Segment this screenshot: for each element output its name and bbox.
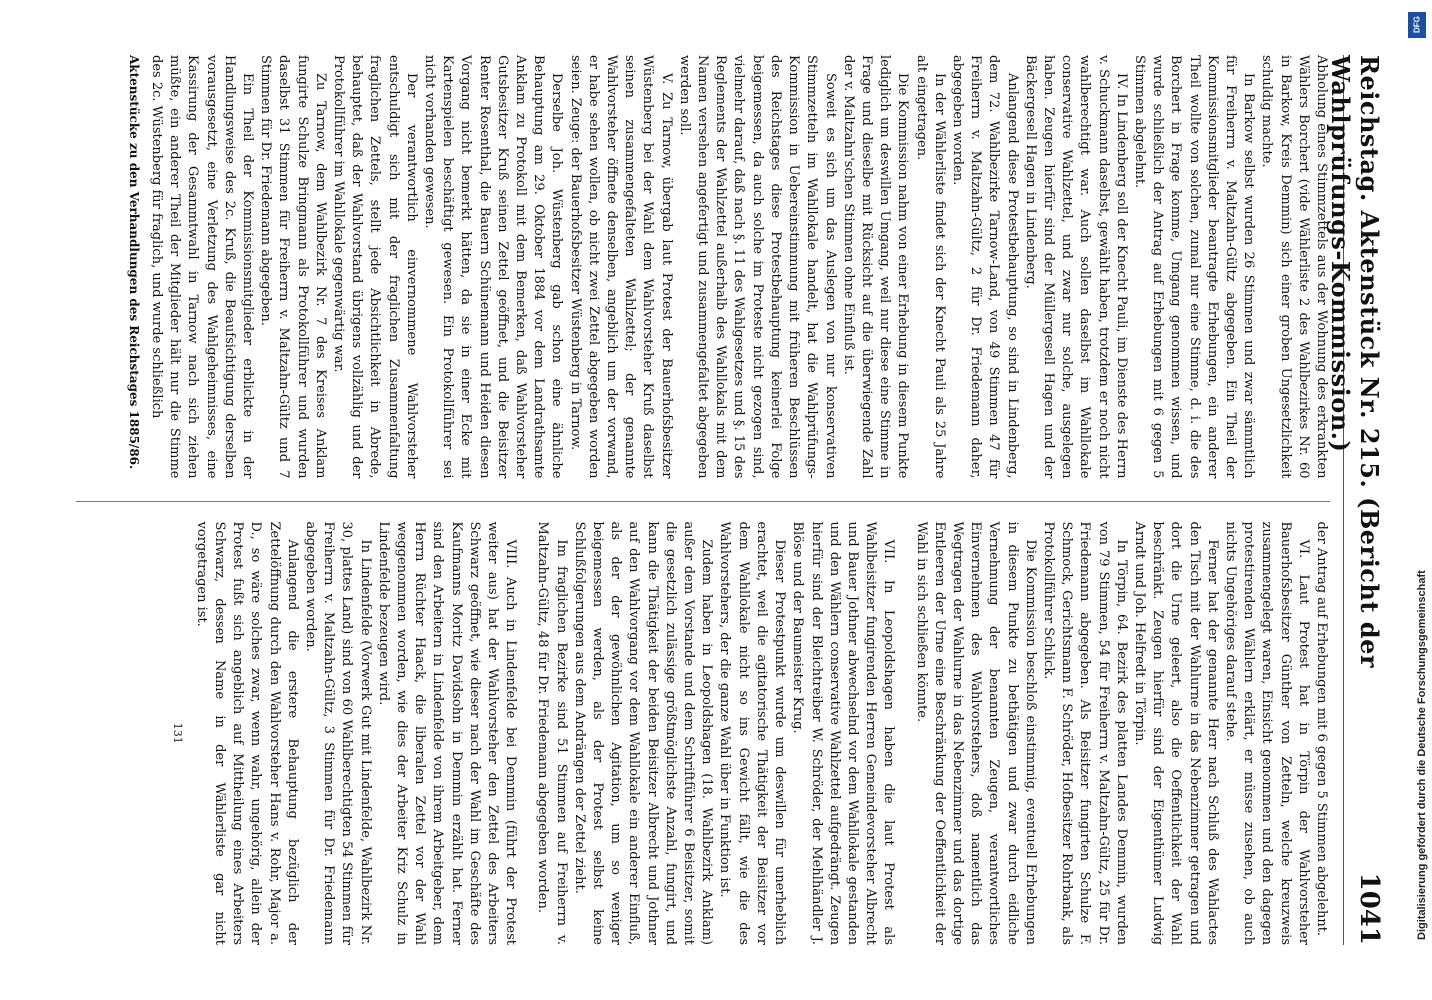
- paragraph: V. Zu Tarnow, übergab laut Protest der Bauerhofsbesitzer Wüstenberg bei der Wahl dem Wahlvorsteher Kruß daselbst seinen zusammengefalteten Wahlzettel; der genannte Wahlvorsteher öffnete denselben, angeblich um der vorwand, er habe sehen wollen, ob nicht zwei Zettel abgegeben worden seien. Zeuge: der Bauerhofsbesitzer Wüstenberg in Tarnow.: [567, 55, 674, 479]
- page-title: Reichstag. Aktenstück Nr. 215. (Bericht der Wahlprüfungs-Kommission.): [1326, 55, 1384, 669]
- paragraph: Im fraglichen Bezirke sind 51 Stimmen auf Freiherrn v. Maltzahn-Gültz, 48 für Dr. Friedemann abgegeben worden.: [535, 521, 569, 945]
- paragraph: In Törpin, 64. Bezirk des platten Landes Demmin, wurden von 79 Stimmen, 54 für Freiherrn v. Maltzahn-Gültz, 25 für Dr. Friedemann abgegeben. Als Beisitzer fungirten Schulze F. Schmock, Gerichtsmann F. Schröder, Hofbesitzer Rohrbank, als Protokollführer Schlick.: [1040, 521, 1129, 945]
- paragraph: Anlangend diese Protestbehauptung, so sind in Lindenberg, dem 72. Wahlbezirke Tarnow-Land, von 49 Stimmen 47 für Freiherrn v. Maltzahn-Gültz, 2 für Dr. Friedemann daher, abgegeben worden.: [949, 55, 1020, 479]
- digitization-caption: [1402, 0, 1430, 1000]
- dfg-logo: DFG: [1408, 12, 1426, 38]
- paragraph: Zu Tarnow, dem Wahlbezirk Nr. 7 des Kreises Anklam fungirte Schulze Bringmann als Protokollführer und wurden daselbst 31 Stimmen für Freiherrn v. Maltzahn-Gültz und 7 Stimmen für Dr. Friedemann abgegeben.: [258, 55, 328, 479]
- paragraph: Die Kommission nahm von einer Erhebung in diesem Punkte lediglich um deswillen Umgang, weil nur diese eine Stimme in Frage und dieselbe mit Rücksicht auf die überwiegende Zahl der v. Maltzahn'schen Stimmen ohne Einfluß ist.: [840, 55, 911, 479]
- paragraph: Die Kommission beschloß einstimmig, eventuell Erhebungen in diesem Punkte zu bethätigen und zwar durch eidliche Vernehmung der benannten Zeugen, verantwortliches Einvernehmen des Wahlvorstehers, doß namentlich das Wegtragen der Wahlurne in das Nebenzimmer und das dortige Entleeren der Urne eine Beschränkung der Oeffentlichkeit der Wahl in sich schließen könnte.: [913, 521, 1038, 945]
- paragraph: Soweit es sich um das Auslegen von nur konservativen Stimmzetteln im Wahllokale handelt, hat die Wahlprüfungs-Kommission in Uebereinstimmung mit früheren Beschlüssen des Reichstages diese Protestbehauptung keinerlei Folge beigemessen, da auch solche im Proteste nicht gezogen sind, vielmehr darauf, daß nach §. 11 des Wahlgesetzes und §. 15 des Reglements der Wahlzettel außerhalb des Wahllokals mit dem Namen versehen angefertigt und zusammengefaltet abgegeben werden soll.: [676, 55, 838, 479]
- sheet-number: 131: [170, 722, 184, 744]
- paragraph: Anlangend die erstere Behauptung bezüglich der Zettelöffnung durch den Wahlvorsteher Hans v. Rohr, Major a. D., so wäre solches zwar, wenn wahr, ungehörig, allein der Protest fußt sich angeblich auf Mittheilung eines Arbeiters Schwarz, dessen Name in der Wählerliste gar nicht vorgetragen ist.: [193, 521, 300, 945]
- paragraph: Ein Theil der Kommissionsmitglieder erblickte in der Handlungsweise des 2c. Kruß, die Beaufsichtigung derselben vorausgesetzt, eine Verletzung des Wahlgeheimnisses, eine Kassirung der Gesammtwahl in Tarnow nach sich ziehen müßte, ein anderer Theil der Mitglieder hält nur die Stimme des 2c. Wüstenberg für fraglich, und wurde schließlich: [149, 55, 256, 479]
- paragraph: Abholung eines Stimmzettels aus der Wohnung des erkrankten Wählers Borchert (vide Wählerliste 2 des Wahlbezirkes Nr. 60 in Barkow, Kreis Demmin) sich einer groben Ungesetzlichkeit schuldig machte.: [1259, 55, 1329, 479]
- paragraph: VIII. Auch in Lindenfelde bei Demmin (führt der Protest weiter aus) hat der Wahlvorsteher den Zettel des Arbeiters Schwarz geöffnet, wie dieser nach der Wahl im Geschäfte des Kaufmanns Moritz Davidsohn in Demmin erzählt hat. Ferner sind den Arbeitern in Lindenfelde von ihrem Arbeitgeber, dem Herrn Rüchter Haack, die liberalen Zettel vor der Wahl weggenommen worden, wie dies der Arbeiter Kriz Schulz in Lindenfelde bezeugen wird.: [375, 521, 519, 945]
- footer-note: Aktenstücke zu den Verhandlungen des Reichstages 1885/86.: [126, 55, 141, 470]
- paragraph: In Barkow selbst wurden 26 Stimmen und zwar sämmtlich für Freiherrn v. Maltzahn-Gültz abgegeben. Ein Theil der Kommissionsmitglieder beantragte Erhebungen, ein anderer Theil wollte von solchen, zumal nur eine Stimme, d. i. die des Borchert in Frage komme, Umgang genommen wissen, und wurde schließlich der Antrag auf Erhebungen mit 6 gegen 5 Stimmen abgelehnt.: [1131, 55, 1257, 479]
- page-header: [1326, 55, 1384, 945]
- paragraph: Ferner hat der genannte Herr nach Schluß des Wahlactes den Tisch mit der Wahlurne in das Nebenzimmer getragen und dort die Urne geleert, also die Oeffentlichkeit der Wahl beschränkt. Zeugen hierfür sind der Eigenthümer Ludwig Arndt und Joh. Helfredt in Törpin.: [1131, 521, 1220, 945]
- paragraph: In Lindenfelde (Vorwerk Gut mit Lindenfelde, Wahlbezirk Nr. 30, plattes Land) sind von 60 Wahlberechtigten 54 Stimmen für Freiherrn v. Maltzahn-Gültz, 3 Stimmen für Dr. Friedemann abgegeben worden.: [303, 521, 373, 945]
- paragraph: Derselbe Joh. Wüstenberg gab schon eine ähnliche Behauptung am 29. Oktober 1884 vor dem Landrathsamte Anklam zu Protokoll mit dem Bemerken, daß Wahlvorsteher Gutsbesitzer Kruß seinen Zettel geöffnet, und die Beisitzer Renter Rosenthal, die Bauern Schünemann und Heiden diesen Vorgang nicht bemerkt hätten, da sie in einer Ecke mit Kartenspielen beschäftigt gewesen. Ein Protokollführer sei nicht vorhanden gewesen.: [422, 55, 565, 479]
- left-column: [76, 55, 1330, 479]
- right-column: [76, 501, 1330, 946]
- paragraph: der Antrag auf Erhebungen mit 6 gegen 5 Stimmen abgelehnt.: [1314, 521, 1329, 937]
- scanned-page: [26, 25, 1406, 975]
- paragraph: Zudem haben in Leopoldshagen (18. Wahlbezirk Anklam) außer dem Vorstande und dem Schriftführer 6 Beisitzer, somit die gesetzlich zulässige größtmöglichste Anzahl, fungirt, und kann die Thätigkeit der beiden Beisitzer Albrecht und Jothner auf den Wahlvorgang vor dem Wahllokale ein anderer Einfluß, als der der gewöhnlichen Agitation, um so weniger beigemessen werden, als der Protest selbst keine Schlußfolgerungen aus dem Andrängen der Zettel zieht.: [571, 521, 715, 945]
- paragraph: VI. Laut Protest hat in Törpin der Wahlvorsteher Bauerhofsbesitzer Günther von Zetteln, welche kreuzweis zusammengelegt waren, Einsicht genommen und den dagegen protestirenden Wählern erklärt, er müsse zusehen, ob auch nichts Ungehöriges darauf stehe.: [1222, 521, 1311, 945]
- paragraph: VII. In Leopoldshagen haben die laut Protest als Wahlbeisitzer fungirenden Herren Gemeindevorsteher Albrecht und Bauer Jothner abwechselnd vor dem Wahllokale gestanden und den Wählern conservative Wahlzettel aufgedrängt. Zeugen hierfür sind der Bleichtreiber W. Schröder, der Mehlhändler J. Blöse und der Baumeister Krug.: [790, 521, 897, 945]
- paragraph: In der Wählerliste findet sich der Knecht Pauli als 25 Jahre alt eingetragen.: [913, 55, 947, 479]
- paragraph: Der verantwortlich einvernommene Wahlvorsteher entschuldigt sich mit der fraglichen Zusammenfaltung fraglichen Zettels, stellt jede Absichtlichkeit in Abrede, behauptet, daß der Wahlvorstand übrigens vollzählig und der Protokollführer im Wahllokale gegenwärtig war.: [331, 55, 419, 479]
- text-columns: [76, 55, 1330, 945]
- digitization-note: Digitalisierung gefördert durch die Deutsche Forschungsgemeinschaft: [1416, 570, 1428, 940]
- paragraph: IV. In Lindenberg soll der Knecht Pauli, im Dienste des Herrn v. Schuckmann daselbst, gewählt haben, trotzdem er noch nicht wahlberechtigt war. Auch sollen daselbst im Wahllokale conservative Wahlzettel, und zwar nur solche, ausgelegen haben. Zeugen hierfür sind der Müllergesell Hagen und der Bäckergesell Hagen in Lindenberg.: [1022, 55, 1129, 479]
- page-number: 1041: [1354, 872, 1384, 945]
- paragraph: Dieser Protestpunkt wurde um deswillen für unerheblich erachtet, weil die agitatorische Thätigkeit der Beisitzer vor dem Wahllokale nicht so ins Gewicht fällt, wie die des Wahlvorstehers, der die ganze Wahl über in Funktion ist.: [717, 521, 788, 945]
